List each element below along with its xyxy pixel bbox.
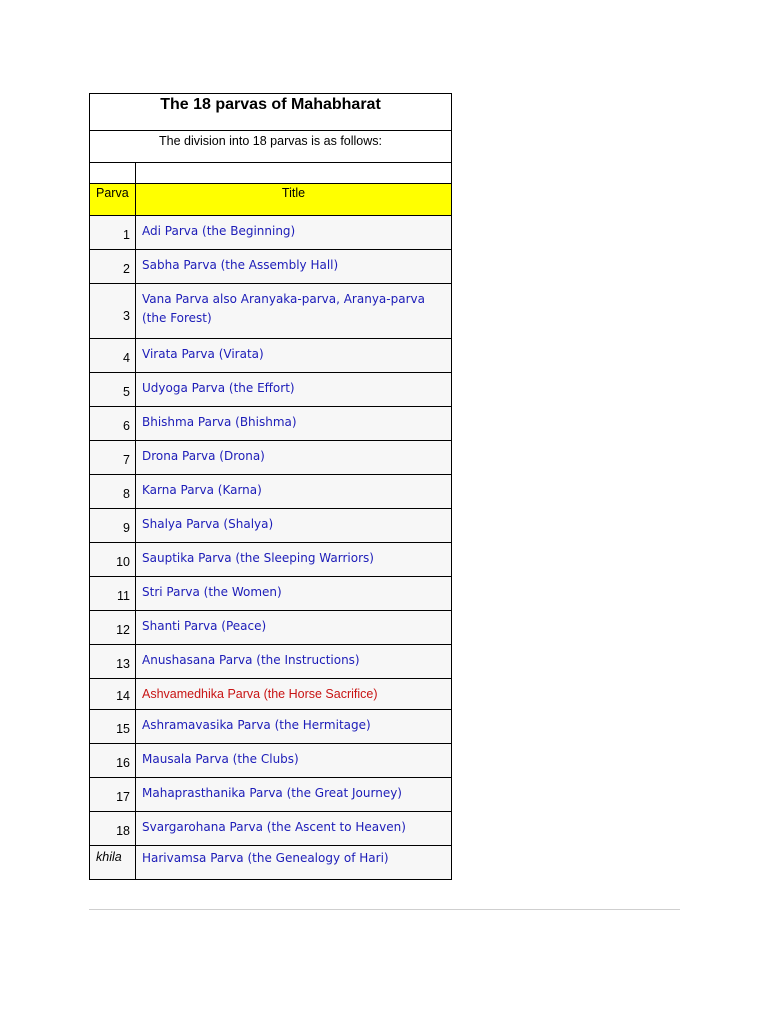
parva-number: 6 bbox=[90, 407, 136, 441]
parva-title-link[interactable]: Ashramavasika Parva (the Hermitage) bbox=[136, 710, 452, 744]
parva-title-text: Ashvamedhika Parva (the Horse Sacrifice) bbox=[136, 679, 452, 710]
parva-title-link[interactable]: Anushasana Parva (the Instructions) bbox=[136, 645, 452, 679]
table-row bbox=[90, 509, 452, 543]
parva-number: 4 bbox=[90, 339, 136, 373]
table-row bbox=[90, 611, 452, 645]
header-title: Title bbox=[136, 184, 452, 216]
table-title: The 18 parvas of Mahabharat bbox=[90, 94, 452, 131]
blank-row bbox=[90, 163, 452, 184]
parva-title-link[interactable]: Bhishma Parva (Bhishma) bbox=[136, 407, 452, 441]
table-title-row bbox=[90, 94, 452, 131]
table-row bbox=[90, 679, 452, 710]
table-row bbox=[90, 441, 452, 475]
table-row bbox=[90, 812, 452, 846]
parva-title-link[interactable]: Adi Parva (the Beginning) bbox=[136, 216, 452, 250]
parva-number: 5 bbox=[90, 373, 136, 407]
table-row bbox=[90, 373, 452, 407]
parva-number: 8 bbox=[90, 475, 136, 509]
parva-number: 18 bbox=[90, 812, 136, 846]
parva-title-link[interactable]: Drona Parva (Drona) bbox=[136, 441, 452, 475]
table-row bbox=[90, 577, 452, 611]
table-row bbox=[90, 407, 452, 441]
table-row bbox=[90, 778, 452, 812]
parva-number: 9 bbox=[90, 509, 136, 543]
table-row bbox=[90, 216, 452, 250]
header-parva: Parva bbox=[90, 184, 136, 216]
blank-cell bbox=[136, 163, 452, 184]
parva-title-link[interactable]: Harivamsa Parva (the Genealogy of Hari) bbox=[136, 846, 452, 880]
parva-title-link[interactable]: Mausala Parva (the Clubs) bbox=[136, 744, 452, 778]
parva-number: 11 bbox=[90, 577, 136, 611]
parva-number: 10 bbox=[90, 543, 136, 577]
parva-number: 15 bbox=[90, 710, 136, 744]
parvas-table bbox=[89, 93, 452, 880]
table-row bbox=[90, 645, 452, 679]
parva-number: 13 bbox=[90, 645, 136, 679]
page-divider bbox=[89, 909, 680, 910]
table-row bbox=[90, 543, 452, 577]
table-row bbox=[90, 846, 452, 880]
parva-title-link[interactable]: Svargarohana Parva (the Ascent to Heaven) bbox=[136, 812, 452, 846]
parva-title-link[interactable]: Mahaprasthanika Parva (the Great Journey) bbox=[136, 778, 452, 812]
parva-title-link[interactable]: Vana Parva also Aranyaka-parva, Aranya-parva (the Forest) bbox=[136, 284, 452, 339]
parva-number: 16 bbox=[90, 744, 136, 778]
parva-number: 7 bbox=[90, 441, 136, 475]
table-row bbox=[90, 475, 452, 509]
table-row bbox=[90, 284, 452, 339]
blank-cell bbox=[90, 163, 136, 184]
parva-title-link[interactable]: Sauptika Parva (the Sleeping Warriors) bbox=[136, 543, 452, 577]
parva-title-link[interactable]: Sabha Parva (the Assembly Hall) bbox=[136, 250, 452, 284]
parva-number: khila bbox=[90, 846, 136, 880]
parva-title-link[interactable]: Shanti Parva (Peace) bbox=[136, 611, 452, 645]
parva-title-link[interactable]: Shalya Parva (Shalya) bbox=[136, 509, 452, 543]
table-row bbox=[90, 710, 452, 744]
table-row bbox=[90, 250, 452, 284]
parva-number: 17 bbox=[90, 778, 136, 812]
header-row bbox=[90, 184, 452, 216]
table-subtitle: The division into 18 parvas is as follows: bbox=[90, 131, 452, 163]
table-subtitle-row bbox=[90, 131, 452, 163]
parva-number: 3 bbox=[90, 284, 136, 339]
parva-number: 1 bbox=[90, 216, 136, 250]
parva-title-link[interactable]: Udyoga Parva (the Effort) bbox=[136, 373, 452, 407]
table-row bbox=[90, 744, 452, 778]
parva-number: 14 bbox=[90, 679, 136, 710]
table-row bbox=[90, 339, 452, 373]
parva-number: 2 bbox=[90, 250, 136, 284]
parva-title-link[interactable]: Stri Parva (the Women) bbox=[136, 577, 452, 611]
parva-title-link[interactable]: Virata Parva (Virata) bbox=[136, 339, 452, 373]
parva-number: 12 bbox=[90, 611, 136, 645]
parva-title-link[interactable]: Karna Parva (Karna) bbox=[136, 475, 452, 509]
